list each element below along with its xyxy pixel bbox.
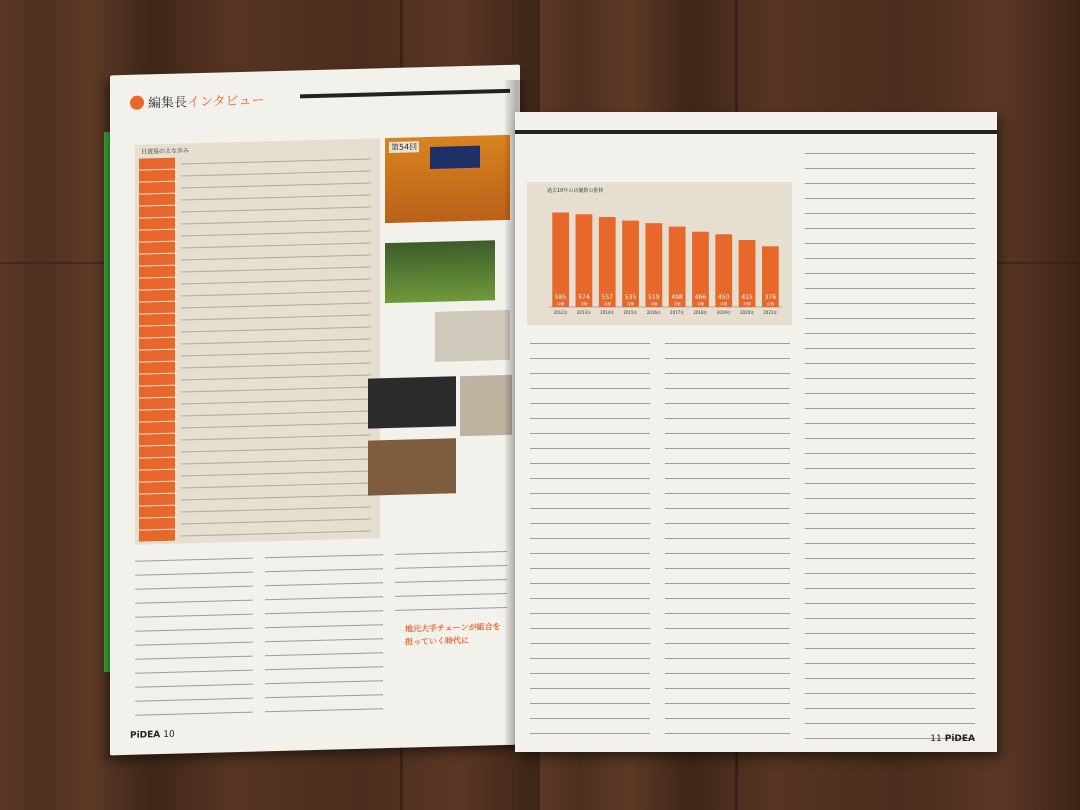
meeting-photo bbox=[368, 376, 456, 428]
timeline-entry-line bbox=[181, 297, 371, 309]
text-line bbox=[395, 545, 507, 555]
text-line bbox=[265, 548, 383, 558]
timeline-year-badge bbox=[139, 230, 175, 242]
body-column bbox=[265, 548, 383, 719]
text-line bbox=[665, 442, 790, 449]
text-line bbox=[135, 622, 253, 632]
timeline-year-badge bbox=[139, 302, 175, 314]
timeline-entry-line bbox=[181, 273, 371, 285]
page-number: 11 bbox=[930, 734, 942, 744]
header-rule bbox=[515, 130, 997, 134]
body-column bbox=[530, 337, 650, 742]
text-line bbox=[530, 472, 650, 479]
timeline-entry-line bbox=[181, 477, 371, 489]
text-line bbox=[805, 717, 975, 724]
text-line bbox=[530, 487, 650, 494]
text-line bbox=[805, 177, 975, 184]
text-line bbox=[530, 427, 650, 434]
timeline-entry-line bbox=[181, 189, 371, 201]
text-line bbox=[665, 472, 790, 479]
text-line bbox=[530, 442, 650, 449]
bar-data-label: 415 bbox=[741, 294, 753, 301]
text-line bbox=[135, 566, 253, 576]
timeline-entry-line bbox=[181, 405, 371, 417]
text-line bbox=[805, 462, 975, 469]
text-line bbox=[135, 608, 253, 618]
page-folio bbox=[930, 734, 975, 744]
text-line bbox=[805, 207, 975, 214]
timeline-year-badge bbox=[139, 194, 175, 206]
text-line bbox=[665, 577, 790, 584]
text-line bbox=[265, 660, 383, 670]
timeline-entry-line bbox=[181, 369, 371, 381]
text-line bbox=[805, 612, 975, 619]
timeline-year-badge bbox=[139, 422, 175, 434]
article-subheading: 地元大手チェーンが組合を担っていく時代に bbox=[405, 622, 501, 647]
timeline-year-badge bbox=[139, 518, 175, 530]
bar-data-label: 519 bbox=[648, 294, 660, 301]
text-line bbox=[135, 706, 253, 716]
text-line bbox=[265, 632, 383, 642]
section-header bbox=[130, 89, 265, 112]
timeline-entry-line bbox=[181, 165, 371, 177]
timeline-year-badge bbox=[139, 254, 175, 266]
text-line bbox=[395, 559, 507, 569]
text-line bbox=[530, 547, 650, 554]
text-line bbox=[265, 702, 383, 712]
timeline-year-badge bbox=[139, 206, 175, 218]
magazine-logo: PiDEA bbox=[944, 734, 975, 744]
text-line bbox=[665, 337, 790, 344]
timeline-year-badge bbox=[139, 494, 175, 506]
text-line bbox=[805, 147, 975, 154]
bar-unit-label: 店舗 bbox=[627, 302, 635, 306]
text-line bbox=[530, 397, 650, 404]
text-line bbox=[805, 552, 975, 559]
text-line bbox=[530, 562, 650, 569]
section-logo-icon bbox=[130, 95, 144, 109]
x-tick-label: 2019年 bbox=[716, 310, 731, 315]
timeline-entry-line bbox=[181, 309, 371, 321]
timeline-year-badge bbox=[139, 434, 175, 446]
text-line bbox=[265, 604, 383, 614]
bar-unit-label: 店舗 bbox=[720, 302, 728, 306]
text-line bbox=[530, 622, 650, 629]
text-line bbox=[805, 417, 975, 424]
text-line bbox=[665, 547, 790, 554]
text-line bbox=[665, 712, 790, 719]
timeline-year-badge bbox=[139, 290, 175, 302]
text-line bbox=[530, 682, 650, 689]
x-tick-label: 2018年 bbox=[693, 310, 708, 315]
bar-unit-label: 店舗 bbox=[743, 302, 751, 306]
text-line bbox=[135, 650, 253, 660]
text-line bbox=[530, 607, 650, 614]
timeline-year-column bbox=[139, 158, 175, 543]
body-column bbox=[395, 545, 507, 618]
section-title-accent: インタビュー bbox=[187, 93, 265, 111]
timeline-year-badge bbox=[139, 326, 175, 338]
text-line bbox=[805, 627, 975, 634]
body-column bbox=[665, 337, 790, 742]
body-column bbox=[135, 552, 253, 723]
text-line bbox=[135, 552, 253, 562]
text-line bbox=[665, 652, 790, 659]
timeline-entry-line bbox=[181, 345, 371, 357]
timeline-text-column bbox=[181, 153, 371, 542]
text-line bbox=[665, 367, 790, 374]
chart-title: 過去10年の店舗数の推移 bbox=[547, 188, 604, 194]
text-line bbox=[805, 492, 975, 499]
right-page bbox=[515, 112, 997, 752]
text-line bbox=[805, 312, 975, 319]
bar-data-label: 585 bbox=[554, 294, 567, 301]
text-line bbox=[805, 522, 975, 529]
text-line bbox=[805, 582, 975, 589]
bar-unit-label: 店舗 bbox=[580, 302, 588, 306]
bar-unit-label: 店舗 bbox=[766, 302, 774, 306]
timeline-year-badge bbox=[139, 314, 175, 326]
text-line bbox=[805, 702, 975, 709]
timeline-year-badge bbox=[139, 338, 175, 350]
timeline-year-badge bbox=[139, 482, 175, 494]
text-line bbox=[530, 532, 650, 539]
text-line bbox=[665, 487, 790, 494]
text-line bbox=[665, 622, 790, 629]
text-line bbox=[805, 297, 975, 304]
text-line bbox=[530, 637, 650, 644]
text-line bbox=[665, 727, 790, 734]
x-tick-label: 2021年 bbox=[763, 310, 778, 315]
timeline-entry-line bbox=[181, 393, 371, 405]
timeline-title: 日遊協の主な歩み bbox=[141, 147, 190, 156]
timeline-entry-line bbox=[181, 201, 371, 213]
text-line bbox=[265, 576, 383, 586]
bar-data-label: 535 bbox=[624, 294, 637, 301]
text-line bbox=[665, 607, 790, 614]
timeline-entry-line bbox=[181, 417, 371, 429]
timeline-year-badge bbox=[139, 158, 175, 170]
text-line bbox=[530, 337, 650, 344]
timeline-year-badge bbox=[139, 278, 175, 290]
text-line bbox=[135, 580, 253, 590]
timeline-entry-line bbox=[181, 333, 371, 345]
text-line bbox=[530, 727, 650, 734]
text-line bbox=[530, 712, 650, 719]
timeline-year-badge bbox=[139, 242, 175, 254]
text-line bbox=[805, 432, 975, 439]
text-line bbox=[665, 592, 790, 599]
timeline-entry-line bbox=[181, 261, 371, 273]
bar-data-label: 498 bbox=[671, 294, 683, 301]
x-tick-label: 2016年 bbox=[646, 310, 661, 315]
text-line bbox=[665, 517, 790, 524]
timeline-year-badge bbox=[139, 362, 175, 374]
text-line bbox=[665, 352, 790, 359]
x-tick-label: 2020年 bbox=[739, 310, 755, 315]
text-line bbox=[665, 637, 790, 644]
text-line bbox=[665, 667, 790, 674]
text-line bbox=[135, 692, 253, 702]
text-line bbox=[805, 687, 975, 694]
timeline-year-badge bbox=[139, 182, 175, 194]
text-line bbox=[265, 562, 383, 572]
text-line bbox=[805, 282, 975, 289]
text-line bbox=[805, 342, 975, 349]
text-line bbox=[805, 252, 975, 259]
timeline-year-badge bbox=[139, 446, 175, 458]
timeline-year-badge bbox=[139, 398, 175, 410]
text-line bbox=[805, 357, 975, 364]
activity-photo bbox=[368, 438, 456, 495]
timeline-year-badge bbox=[139, 218, 175, 230]
timeline-entry-line bbox=[181, 321, 371, 333]
x-tick-label: 2012年 bbox=[553, 310, 568, 315]
timeline-year-badge bbox=[139, 470, 175, 482]
group-photo bbox=[435, 310, 510, 362]
text-line bbox=[665, 397, 790, 404]
text-line bbox=[135, 664, 253, 674]
text-line bbox=[805, 327, 975, 334]
text-line bbox=[665, 382, 790, 389]
timeline-year-badge bbox=[139, 374, 175, 386]
text-line bbox=[530, 457, 650, 464]
left-page bbox=[110, 65, 520, 756]
text-line bbox=[805, 642, 975, 649]
event-photo-stage bbox=[385, 135, 510, 223]
timeline-year-badge bbox=[139, 530, 175, 542]
text-line bbox=[265, 674, 383, 684]
text-line bbox=[665, 562, 790, 569]
text-line bbox=[135, 636, 253, 646]
text-line bbox=[135, 594, 253, 604]
text-line bbox=[665, 697, 790, 704]
x-tick-label: 2013年 bbox=[576, 310, 592, 315]
text-line bbox=[395, 587, 507, 597]
text-line bbox=[805, 222, 975, 229]
timeline-entry-line bbox=[181, 513, 371, 525]
bar-data-label: 557 bbox=[601, 294, 613, 301]
text-line bbox=[805, 597, 975, 604]
text-line bbox=[805, 267, 975, 274]
x-tick-label: 2015年 bbox=[623, 310, 638, 315]
timeline-entry-line bbox=[181, 525, 371, 537]
golf-photo bbox=[385, 240, 495, 303]
bar-data-label: 466 bbox=[694, 294, 707, 301]
stage-sign bbox=[430, 146, 480, 169]
bar-data-label: 450 bbox=[718, 294, 730, 301]
timeline-entry-line bbox=[181, 153, 371, 165]
timeline-entry-line bbox=[181, 465, 371, 477]
timeline-entry-line bbox=[181, 285, 371, 297]
timeline-year-badge bbox=[139, 458, 175, 470]
history-timeline bbox=[135, 138, 380, 544]
bar-unit-label: 店舗 bbox=[696, 302, 704, 306]
timeline-entry-line bbox=[181, 501, 371, 513]
photo-caption: 第54回 bbox=[391, 142, 418, 153]
text-line bbox=[265, 618, 383, 628]
text-line bbox=[665, 457, 790, 464]
text-line bbox=[665, 532, 790, 539]
text-line bbox=[805, 162, 975, 169]
page-number: 10 bbox=[163, 729, 175, 740]
bar-unit-label: 店舗 bbox=[673, 302, 681, 306]
text-line bbox=[805, 237, 975, 244]
bar-data-label: 376 bbox=[764, 294, 777, 301]
text-line bbox=[530, 592, 650, 599]
text-line bbox=[530, 382, 650, 389]
timeline-entry-line bbox=[181, 177, 371, 189]
text-line bbox=[530, 517, 650, 524]
timeline-entry-line bbox=[181, 225, 371, 237]
text-line bbox=[265, 688, 383, 698]
timeline-entry-line bbox=[181, 213, 371, 225]
timeline-entry-line bbox=[181, 381, 371, 393]
text-line bbox=[805, 402, 975, 409]
text-line bbox=[395, 601, 507, 611]
text-line bbox=[665, 682, 790, 689]
x-tick-label: 2017年 bbox=[670, 310, 685, 315]
text-line bbox=[805, 477, 975, 484]
bar-unit-label: 店舗 bbox=[650, 302, 658, 306]
timeline-year-badge bbox=[139, 350, 175, 362]
text-line bbox=[530, 412, 650, 419]
timeline-year-badge bbox=[139, 266, 175, 278]
bar-data-label: 574 bbox=[578, 294, 590, 301]
bar-unit-label: 店舗 bbox=[557, 302, 565, 306]
text-line bbox=[530, 367, 650, 374]
page-folio bbox=[130, 730, 175, 741]
text-line bbox=[135, 678, 253, 688]
store-count-chart bbox=[527, 182, 792, 325]
text-line bbox=[665, 412, 790, 419]
text-line bbox=[805, 537, 975, 544]
text-line bbox=[530, 352, 650, 359]
text-line bbox=[265, 590, 383, 600]
text-line bbox=[530, 652, 650, 659]
timeline-year-badge bbox=[139, 506, 175, 518]
timeline-entry-line bbox=[181, 453, 371, 465]
section-title: 編集長インタビュー bbox=[148, 93, 265, 112]
magazine-logo: PiDEA bbox=[130, 730, 161, 741]
header-rule bbox=[300, 89, 510, 98]
timeline-entry-line bbox=[181, 489, 371, 501]
timeline-entry-line bbox=[181, 441, 371, 453]
text-line bbox=[665, 502, 790, 509]
text-line bbox=[530, 697, 650, 704]
timeline-entry-line bbox=[181, 429, 371, 441]
text-line bbox=[665, 427, 790, 434]
text-line bbox=[805, 372, 975, 379]
text-line bbox=[530, 667, 650, 674]
text-line bbox=[805, 672, 975, 679]
text-line bbox=[805, 447, 975, 454]
x-tick-label: 2014年 bbox=[600, 310, 615, 315]
text-line bbox=[805, 657, 975, 664]
timeline-entry-line bbox=[181, 237, 371, 249]
timeline-year-badge bbox=[139, 386, 175, 398]
text-line bbox=[530, 502, 650, 509]
text-line bbox=[395, 573, 507, 583]
timeline-year-badge bbox=[139, 410, 175, 422]
text-line bbox=[805, 507, 975, 514]
body-column bbox=[805, 147, 975, 747]
text-line bbox=[805, 387, 975, 394]
text-line bbox=[530, 577, 650, 584]
text-line bbox=[805, 192, 975, 199]
chart-bar bbox=[552, 213, 569, 308]
timeline-entry-line bbox=[181, 357, 371, 369]
timeline-year-badge bbox=[139, 170, 175, 182]
timeline-entry-line bbox=[181, 249, 371, 261]
bar-unit-label: 店舗 bbox=[603, 302, 611, 306]
chart-plot bbox=[527, 182, 792, 325]
text-line bbox=[805, 567, 975, 574]
text-line bbox=[265, 646, 383, 656]
